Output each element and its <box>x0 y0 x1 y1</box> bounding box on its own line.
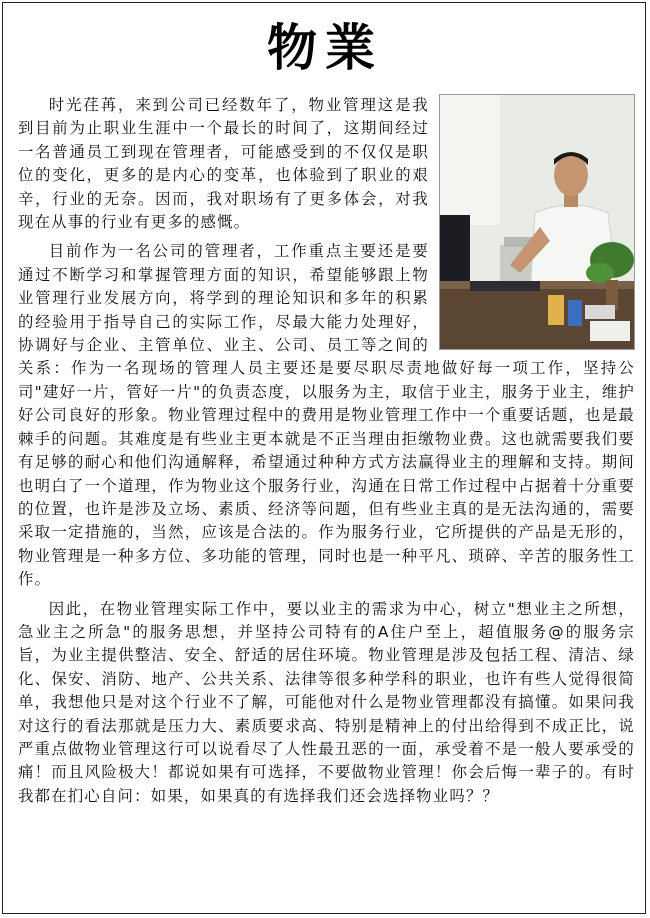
paragraph-2: 目前作为一名公司的管理者，工作重点主要还是要通过不断学习和掌握管理方面的知识，希望能够跟上物业管理行业发展方向，将学到的理论知识和多年的积累的经验用于指导自己的实际工作，尽最大能力处理好，协调好与企业、主管单位、业主、公司、员工等之间的关系：作为一名现场的管理人员主要还是要尽职尽责地做好每一项工作，坚持公司"建好一片，管好一片"的负责态度，以服务为主，取信于业主，服务于业主，维护好公司良好的形象。物业管理过程中的费用是物业管理工作中一个重要话题，也是最棘手的问题。其难度是有些业主更本就是不正当理由拒缴物业费。这也就需要我们要有足够的耐心和他们沟通解释，希望通过种种方式方法赢得业主的理解和支持。期间也明白了一个道理，作为物业这个服务行业，沟通在日常工作过程中占据着十分重要的位置，也许是涉及立场、素质、经济等问题，但有些业主真的是无法沟通的，需要采取一定措施的，当然，应该是合法的。作为服务行业，它所提供的产品是无形的，物业管理是一种多方位、多功能的管理，同时也是一种平凡、琐碎、辛苦的服务性工作。 <box>18 242 635 589</box>
paragraph-3: 因此，在物业管理实际工作中，要以业主的需求为中心，树立"想业主之所想，急业主之所急"的服务思想，并坚持公司特有的A住户至上，超值服务@的服务宗旨，为业主提供整洁、安全、舒适的居住环境。物业管理是涉及包括工程、清洁、绿化、保安、消防、地产、公共关系、法律等很多种学科的职业，也许有些人觉得很简单，我想他只是对这个行业不了解，可能他对什么是物业管理都没有搞懂。如果问我对这行的看法那就是压力大、素质要求高、特别是精神上的付出给得到不成正比，说严重点做物业管理这行可以说看尽了人性最丑恶的一面，承受着不是一般人要承受的痛！而且风险极大！都说如果有可选择，不要做物业管理！你会后悔一辈子的。有时我都在扪心自问：如果，如果真的有选择我们还会选择物业吗？？ <box>18 599 635 805</box>
article-body <box>18 94 635 814</box>
office-portrait-photo <box>439 94 635 350</box>
paragraph-1: 时光荏苒，来到公司已经数年了，物业管理这是我到目前为止职业生涯中一个最长的时间了，这期间经过一名普通员工到现在管理者，可能感受到的不仅仅是职位的变化，更多的是内心的变革，也体验到了职业的艰辛，行业的无奈。因而，我对职场有了更多体会，对我现在从事的行业有更多的感慨。 <box>18 96 429 232</box>
page-title: 物業 <box>267 18 383 77</box>
photo-illustration <box>440 95 635 350</box>
